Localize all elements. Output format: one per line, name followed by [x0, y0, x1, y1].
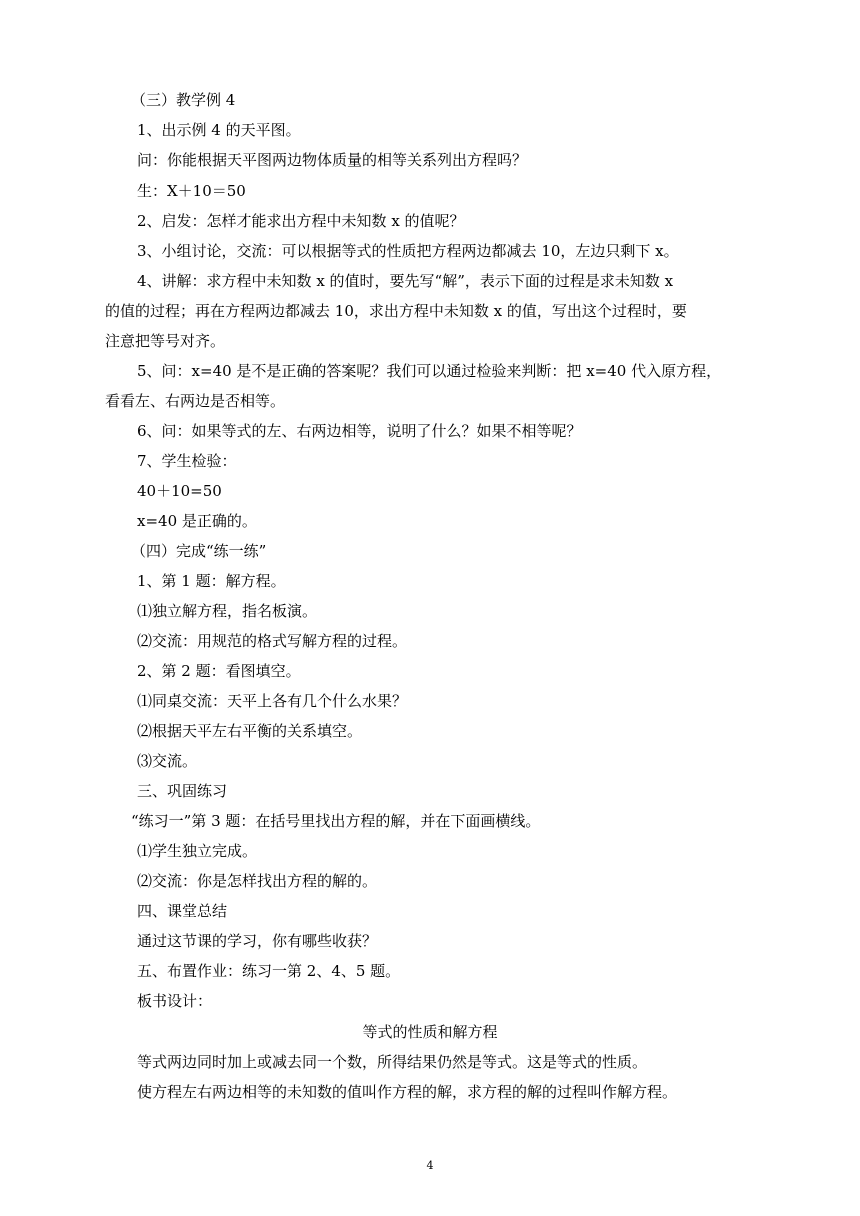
text-line: 2、第 2 题：看图填空。: [137, 662, 301, 680]
text-line: 看看左、右两边是否相等。: [105, 392, 286, 410]
text-line: ⑴学生独立完成。: [137, 842, 258, 860]
text-line: 2、启发：怎样才能求出方程中未知数 x 的值呢？: [137, 212, 465, 230]
section-heading-summary: 四、课堂总结: [137, 902, 228, 920]
text-line: ⑵交流：用规范的格式写解方程的过程。: [137, 632, 408, 650]
text-line: “练习一”第 3 题：在括号里找出方程的解，并在下面画横线。: [131, 812, 541, 830]
section-heading-homework: 五、布置作业：练习一第 2、4、5 题。: [137, 962, 401, 980]
section-heading-example-4: （三）教学例 4: [131, 91, 236, 109]
text-line: 4、讲解：求方程中未知数 x 的值时，要先写“解”，表示下面的过程是求未知数 x: [137, 272, 674, 290]
text-line: 1、第 1 题：解方程。: [137, 572, 286, 590]
text-line: 1、出示例 4 的天平图。: [137, 121, 301, 139]
text-line: ⑵交流：你是怎样找出方程的解的。: [137, 872, 378, 890]
text-line: ⑶交流。: [137, 752, 198, 770]
text-line: 注意把等号对齐。: [105, 332, 226, 350]
section-heading-practice: （四）完成“练一练”: [131, 542, 267, 560]
text-line: 7、学生检验：: [137, 452, 237, 470]
text-line: ⑵根据天平左右平衡的关系填空。: [137, 722, 363, 740]
equation-line: 生：X＋10＝50: [137, 182, 246, 200]
page-number: 4: [426, 1159, 434, 1172]
text-line: 5、问：x=40 是不是正确的答案呢？我们可以通过检验来判断：把 x=40 代入原方程，: [137, 362, 722, 380]
equation-line: 40＋10=50: [137, 482, 222, 500]
text-line: 等式两边同时加上或减去同一个数，所得结果仍然是等式。这是等式的性质。: [137, 1053, 648, 1071]
text-line: 6、问：如果等式的左、右两边相等，说明了什么？如果不相等呢？: [137, 422, 582, 440]
text-line: ⑴独立解方程，指名板演。: [137, 602, 318, 620]
text-line: 3、小组讨论，交流：可以根据等式的性质把方程两边都减去 10，左边只剩下 x。: [137, 242, 679, 260]
text-line: 通过这节课的学习，你有哪些收获？: [137, 932, 378, 950]
text-line: 问：你能根据天平图两边物体质量的相等关系列出方程吗？: [137, 151, 528, 169]
section-heading-consolidation: 三、巩固练习: [137, 782, 228, 800]
text-line: 的值的过程；再在方程两边都减去 10，求出方程中未知数 x 的值，写出这个过程时，要: [105, 302, 687, 320]
board-design-title: 等式的性质和解方程: [362, 1023, 498, 1041]
board-design-label: 板书设计：: [137, 992, 213, 1010]
text-line: ⑴同桌交流：天平上各有几个什么水果？: [137, 692, 408, 710]
text-line: x=40 是正确的。: [137, 512, 257, 530]
text-line: 使方程左右两边相等的未知数的值叫作方程的解，求方程的解的过程叫作解方程。: [137, 1083, 678, 1101]
